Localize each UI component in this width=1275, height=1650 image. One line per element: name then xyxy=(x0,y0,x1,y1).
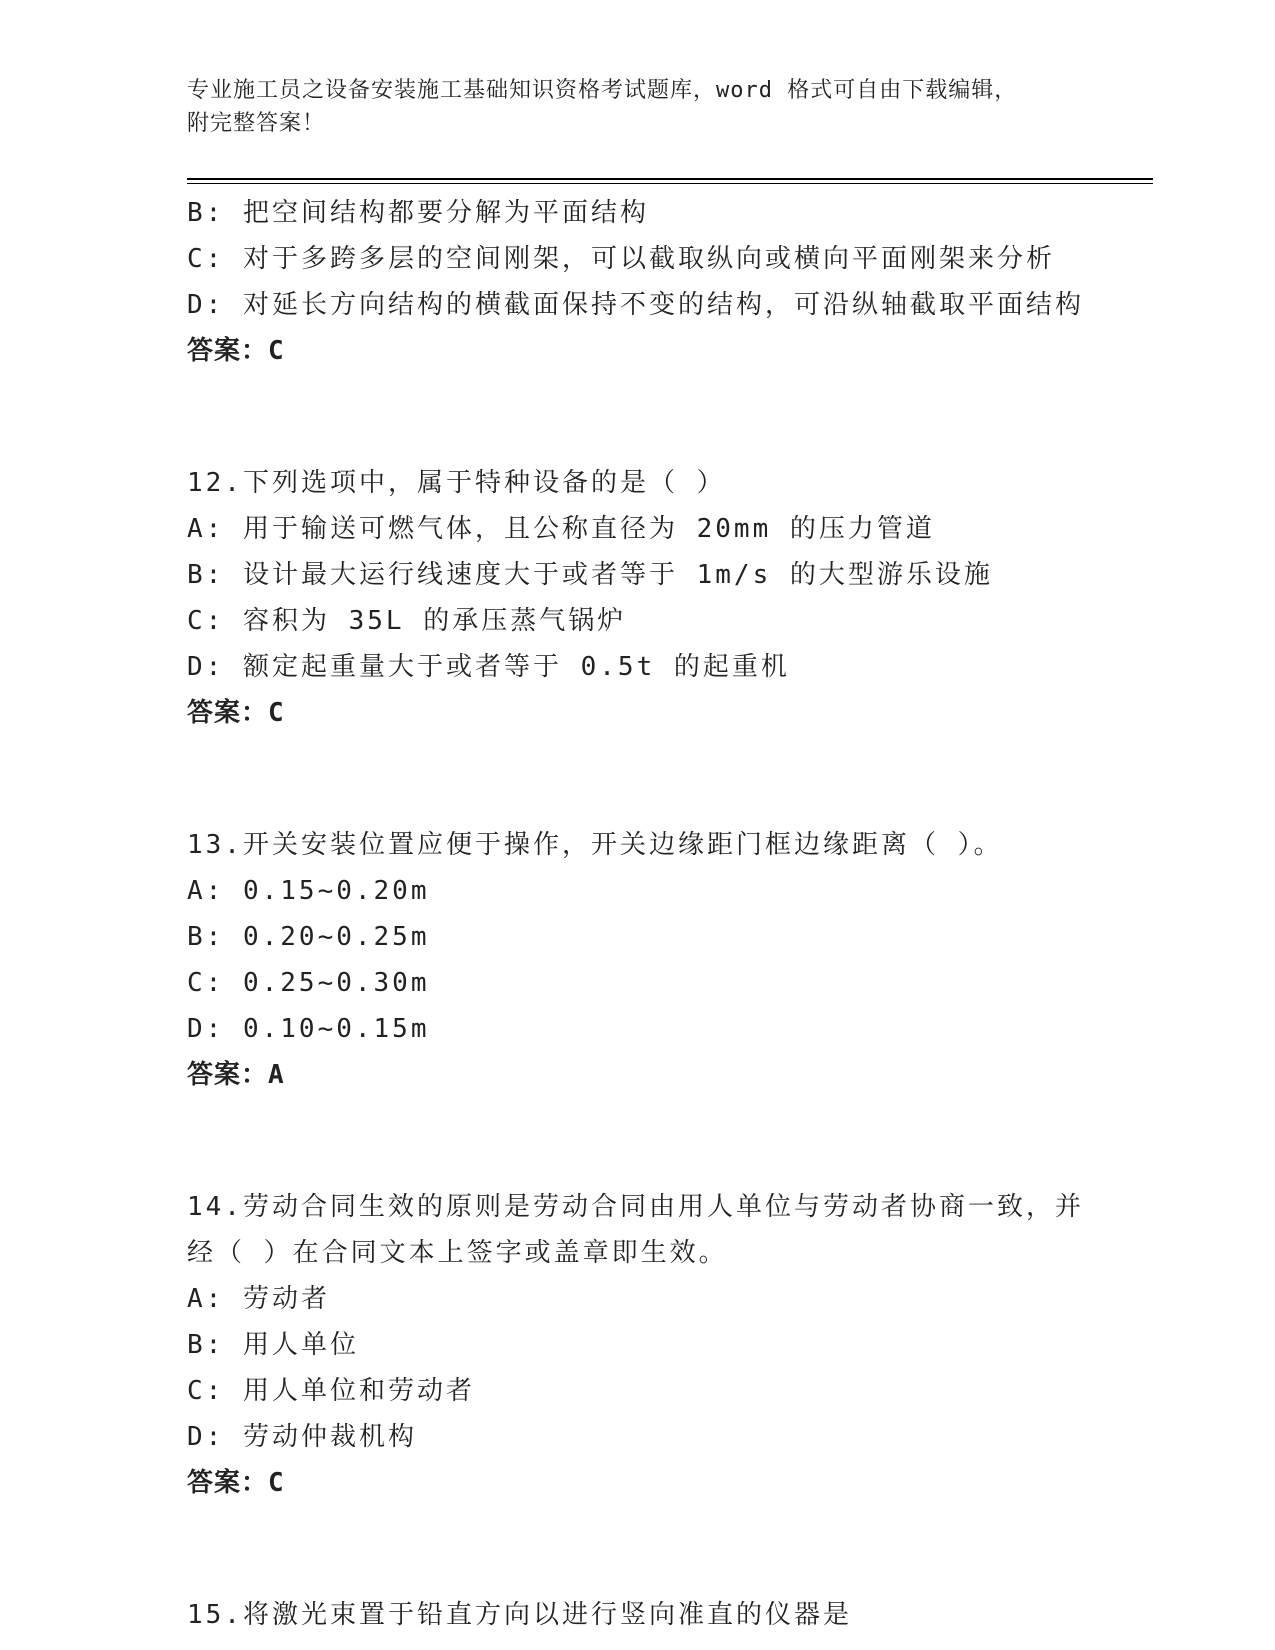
question-stem: 13.开关安装位置应便于操作，开关边缘距门框边缘距离（ ）。 xyxy=(187,830,1003,860)
question-stem-line-2: 经（ ）在合同文本上签字或盖章即生效。 xyxy=(187,1238,728,1268)
option-b: B: 0.20~0.25m xyxy=(187,922,430,952)
option-c: C: 容积为 35L 的承压蒸气锅炉 xyxy=(187,606,627,636)
question-11 xyxy=(187,190,1127,374)
question-stem: 15.将激光束置于铅直方向以进行竖向准直的仪器是 xyxy=(187,1600,852,1630)
answer: 答案：A xyxy=(187,1060,285,1090)
option-d: D: 劳动仲裁机构 xyxy=(187,1422,417,1452)
option-a: A: 用于输送可燃气体，且公称直径为 20mm 的压力管道 xyxy=(187,514,935,544)
header-line-2: 附完整答案！ xyxy=(187,111,326,136)
question-stem: 12.下列选项中，属于特种设备的是（ ） xyxy=(187,468,726,498)
option-b: B: 把空间结构都要分解为平面结构 xyxy=(187,198,649,228)
answer: 答案：C xyxy=(187,336,285,366)
option-a: A: 0.15~0.20m xyxy=(187,876,430,906)
option-b: B: 用人单位 xyxy=(187,1330,359,1360)
spacer xyxy=(187,1098,1127,1184)
option-c: C: 0.25~0.30m xyxy=(187,968,430,998)
question-13 xyxy=(187,822,1127,1098)
option-a: A: 劳动者 xyxy=(187,1284,330,1314)
spacer xyxy=(187,374,1127,460)
option-c: C: 对于多跨多层的空间刚架，可以截取纵向或横向平面刚架来分析 xyxy=(187,244,1055,274)
option-c: C: 用人单位和劳动者 xyxy=(187,1376,475,1406)
question-12 xyxy=(187,460,1127,736)
option-d: D: 额定起重量大于或者等于 0.5t 的起重机 xyxy=(187,652,790,682)
header-rule-thin xyxy=(187,183,1153,184)
option-d: D: 0.10~0.15m xyxy=(187,1014,430,1044)
document-header xyxy=(187,74,1067,140)
header-rule-thick xyxy=(187,178,1153,180)
question-15 xyxy=(187,1592,1127,1638)
header-line-1: 专业施工员之设备安装施工基础知识资格考试题库，word 格式可自由下载编辑， xyxy=(187,78,1018,103)
question-list xyxy=(187,190,1127,1638)
option-d: D: 对延长方向结构的横截面保持不变的结构，可沿纵轴截取平面结构 xyxy=(187,290,1084,320)
spacer xyxy=(187,736,1127,822)
answer: 答案：C xyxy=(187,698,285,728)
spacer xyxy=(187,1506,1127,1592)
question-stem-line-1: 14.劳动合同生效的原则是劳动合同由用人单位与劳动者协商一致，并 xyxy=(187,1192,1084,1222)
answer: 答案：C xyxy=(187,1468,285,1498)
option-b: B: 设计最大运行线速度大于或者等于 1m/s 的大型游乐设施 xyxy=(187,560,993,590)
question-14 xyxy=(187,1184,1127,1506)
